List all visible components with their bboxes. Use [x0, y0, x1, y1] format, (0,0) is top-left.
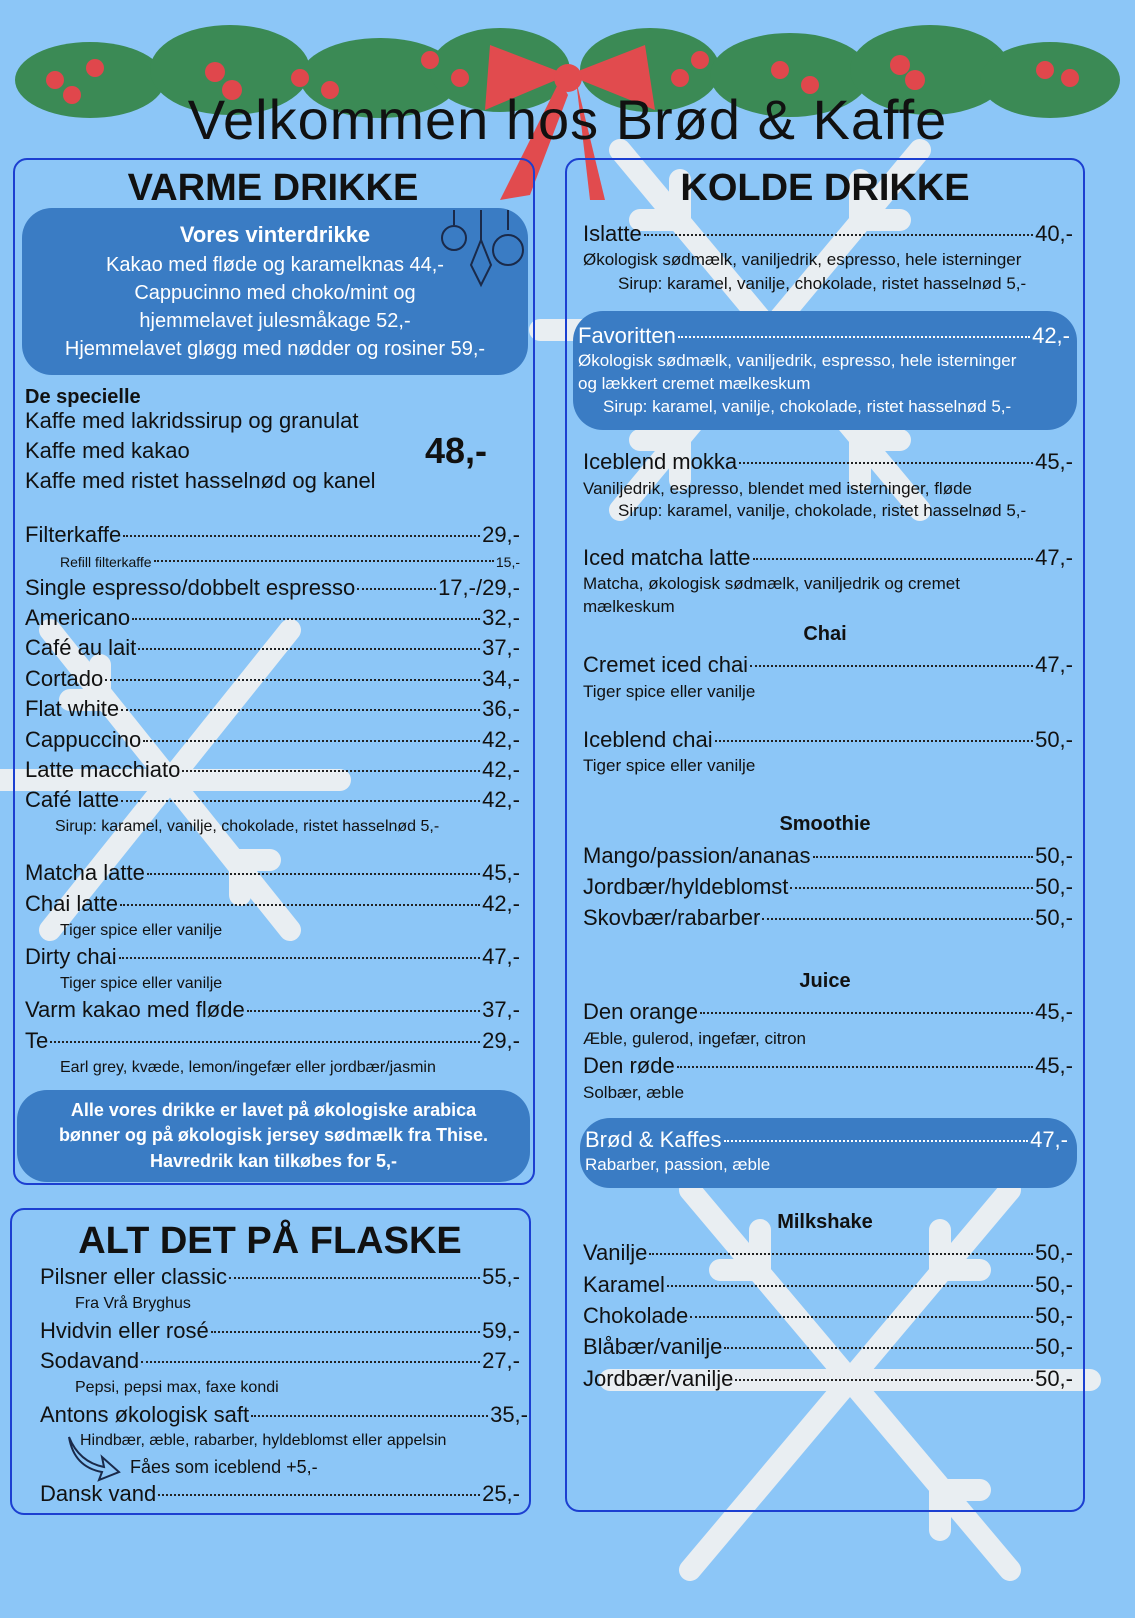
- menu-item-row: [585, 1127, 1068, 1153]
- item-price: 47,-: [1030, 1127, 1068, 1152]
- item-desc: Matcha, økologisk sødmælk, vaniljedrik og cremet: [583, 574, 960, 593]
- sirup-note: Sirup: karamel, vanilje, chokolade, ristet hasselnød 5,-: [55, 818, 440, 835]
- sirup-note: Sirup: karamel, vanilje, chokolade, ristet hasselnød 5,-: [603, 397, 1012, 416]
- item-name: Karamel: [583, 1272, 665, 1297]
- dotted-leader: [735, 1379, 1033, 1381]
- menu-item-row: [25, 727, 520, 753]
- item-name: Dirty chai: [25, 944, 117, 969]
- item-desc: Tiger spice eller vanilje: [583, 756, 756, 775]
- menu-item-row: [583, 874, 1073, 900]
- item-name: Flat white: [25, 696, 120, 721]
- item-price: 50,-: [1035, 874, 1073, 899]
- item-price: 37,-: [482, 997, 520, 1022]
- menu-item-row: [25, 891, 520, 917]
- dotted-leader: [753, 558, 1034, 560]
- item-desc: Æble, gulerod, ingefær, citron: [583, 1029, 807, 1048]
- section-heading: ALT DET PÅ FLASKE: [78, 1220, 462, 1262]
- item-price: 45,-: [1035, 449, 1073, 474]
- menu-item-row: [25, 860, 520, 886]
- item-desc: Earl grey, kvæde, lemon/ingefær eller jordbær/jasmin: [60, 1059, 436, 1076]
- menu-item-row: [578, 323, 1070, 349]
- item-name: Café au lait: [25, 635, 137, 660]
- specielle-price: 48,-: [425, 430, 488, 471]
- sirup-note: Sirup: karamel, vanilje, chokolade, ristet hasselnød 5,-: [618, 274, 1027, 293]
- info-line: Havredrik kan tilkøbes for 5,-: [149, 1151, 398, 1171]
- item-name: Antons økologisk saft: [40, 1402, 250, 1427]
- item-price: 50,-: [1035, 1366, 1073, 1391]
- section-heading: KOLDE DRIKKE: [680, 167, 970, 209]
- menu-item-row: [25, 944, 520, 970]
- item-price: 42,-: [482, 891, 520, 916]
- dotted-leader: [211, 1331, 480, 1333]
- item-name: Refill filterkaffe: [60, 554, 152, 570]
- menu-item-row: [583, 652, 1073, 678]
- item-desc: Tiger spice eller vanilje: [60, 922, 223, 939]
- item-name: Cappuccino: [25, 727, 142, 752]
- item-price: 40,-: [1035, 221, 1073, 246]
- item-price: 42,-: [482, 787, 520, 812]
- item-price: 50,-: [1035, 1303, 1073, 1328]
- dotted-leader: [690, 1316, 1033, 1318]
- item-price: 17,-/29,-: [438, 575, 520, 600]
- item-desc: Økologisk sødmælk, vaniljedrik, espresso, hele isterninger: [578, 351, 1017, 370]
- menu-item-row: [583, 999, 1073, 1025]
- vinter-line: Cappucinno med choko/mint og: [134, 282, 416, 304]
- category-heading: Juice: [799, 970, 851, 992]
- dotted-leader: [700, 1012, 1033, 1014]
- menu-item-row: [40, 1264, 520, 1290]
- item-name: Filterkaffe: [25, 522, 122, 547]
- item-price: 32,-: [482, 605, 520, 630]
- page-title: Velkommen hos Brød & Kaffe: [187, 88, 948, 151]
- vinter-line: hjemmelavet julesmåkage 52,-: [139, 310, 411, 332]
- item-name: Pilsner eller classic: [40, 1264, 228, 1289]
- menu-item-row: [25, 605, 520, 631]
- specielle-item: Kaffe med kakao: [25, 438, 190, 463]
- section-heading: VARME DRIKKE: [127, 167, 419, 209]
- item-desc: Solbær, æble: [583, 1083, 685, 1102]
- dotted-leader: [678, 336, 1030, 338]
- item-price: 50,-: [1035, 1334, 1073, 1359]
- menu-item-row: [583, 221, 1073, 247]
- category-heading: Milkshake: [777, 1211, 873, 1233]
- dotted-leader: [649, 1253, 1033, 1255]
- item-name: Den røde: [583, 1053, 675, 1078]
- item-name: Islatte: [583, 221, 642, 246]
- item-price: 47,-: [1035, 652, 1073, 677]
- item-price: 27,-: [482, 1348, 520, 1373]
- item-name: Brød & Kaffes: [585, 1127, 722, 1152]
- item-desc: mælkeskum: [583, 597, 675, 616]
- menu-item-row: [25, 522, 520, 548]
- menu-item-row: [25, 575, 520, 601]
- dotted-leader: [143, 740, 480, 742]
- item-price: 42,-: [1032, 323, 1070, 348]
- dotted-leader: [229, 1277, 480, 1279]
- item-price: 25,-: [482, 1481, 520, 1506]
- item-name: Te: [25, 1028, 49, 1053]
- vinter-heading: Vores vinterdrikke: [179, 222, 371, 247]
- item-price: 50,-: [1035, 727, 1073, 752]
- menu-item-row: [40, 1402, 528, 1428]
- dotted-leader: [132, 618, 480, 620]
- item-desc: og lækkert cremet mælkeskum: [578, 374, 811, 393]
- menu-item-row: [583, 1272, 1073, 1298]
- item-name: Varm kakao med fløde: [25, 997, 245, 1022]
- item-name: Blåbær/vanilje: [583, 1334, 723, 1359]
- item-price: 45,-: [1035, 999, 1073, 1024]
- dotted-leader: [120, 904, 480, 906]
- dotted-leader: [715, 740, 1033, 742]
- item-desc: Tiger spice eller vanilje: [60, 975, 223, 992]
- dotted-leader: [762, 918, 1033, 920]
- specielle-heading: De specielle: [25, 386, 141, 408]
- item-name: Cremet iced chai: [583, 652, 749, 677]
- category-heading: Smoothie: [779, 813, 871, 835]
- dotted-leader: [119, 957, 480, 959]
- dotted-leader: [247, 1010, 480, 1012]
- dotted-leader: [141, 1361, 480, 1363]
- item-name: Café latte: [25, 787, 120, 812]
- item-extra: Fåes som iceblend +5,-: [130, 1457, 318, 1477]
- menu-item-row: [25, 787, 520, 813]
- dotted-leader: [123, 535, 480, 537]
- dotted-leader: [50, 1041, 480, 1043]
- item-price: 36,-: [482, 696, 520, 721]
- item-price: 50,-: [1035, 843, 1073, 868]
- menu-item-row: [583, 1053, 1073, 1079]
- dotted-leader: [750, 665, 1033, 667]
- item-desc: Hindbær, æble, rabarber, hyldeblomst eller appelsin: [80, 1432, 447, 1449]
- dotted-leader: [667, 1285, 1033, 1287]
- item-price: 50,-: [1035, 1272, 1073, 1297]
- menu-item-row: [583, 1240, 1073, 1266]
- item-desc: Fra Vrå Bryghus: [75, 1295, 191, 1312]
- dotted-leader: [677, 1066, 1033, 1068]
- item-price: 37,-: [482, 635, 520, 660]
- dotted-leader: [739, 462, 1033, 464]
- dotted-leader: [724, 1140, 1029, 1142]
- item-price: 29,-: [482, 1028, 520, 1053]
- dotted-leader: [147, 873, 480, 875]
- menu-item-row: [25, 757, 520, 783]
- dotted-leader: [154, 560, 494, 562]
- vinter-line: Hjemmelavet gløgg med nødder og rosiner 59,-: [64, 338, 486, 360]
- item-name: Mango/passion/ananas: [583, 843, 811, 868]
- item-price: 15,-: [495, 554, 520, 570]
- item-name: Americano: [25, 605, 131, 630]
- item-name: Cortado: [25, 666, 104, 691]
- item-price: 47,-: [482, 944, 520, 969]
- menu-item-row: [40, 1318, 520, 1344]
- dotted-leader: [182, 770, 480, 772]
- dotted-leader: [357, 588, 436, 590]
- menu-item-row: [25, 1028, 520, 1054]
- item-price: 35,-: [490, 1402, 528, 1427]
- item-price: 34,-: [482, 666, 520, 691]
- item-price: 50,-: [1035, 905, 1073, 930]
- menu-item-row: [583, 843, 1073, 869]
- menu-item-row: [25, 696, 520, 722]
- info-line: Alle vores drikke er lavet på økologiske arabica: [70, 1100, 477, 1120]
- item-name: Latte macchiato: [25, 757, 181, 782]
- item-desc: Pepsi, pepsi max, faxe kondi: [75, 1379, 279, 1396]
- category-heading: Chai: [803, 623, 847, 645]
- item-name: Jordbær/vanilje: [583, 1366, 734, 1391]
- item-name: Vanilje: [583, 1240, 648, 1265]
- item-price: 59,-: [482, 1318, 520, 1343]
- dotted-leader: [790, 887, 1033, 889]
- item-price: 47,-: [1035, 545, 1073, 570]
- menu-item-row: [583, 727, 1073, 753]
- item-name: Hvidvin eller rosé: [40, 1318, 209, 1343]
- item-name: Iceblend chai: [583, 727, 713, 752]
- menu-item-row: [40, 1481, 520, 1507]
- item-name: Chai latte: [25, 891, 118, 916]
- item-name: Sodavand: [40, 1348, 140, 1373]
- menu-item-row: [583, 1366, 1073, 1392]
- menu-item-row: [583, 1334, 1073, 1360]
- dotted-leader: [105, 679, 480, 681]
- menu-item-row: [25, 635, 520, 661]
- item-name: Skovbær/rabarber: [583, 905, 761, 930]
- item-desc: Økologisk sødmælk, vaniljedrik, espresso, hele isterninger: [583, 250, 1022, 269]
- dotted-leader: [121, 709, 480, 711]
- item-name: Jordbær/hyldeblomst: [583, 874, 789, 899]
- item-price: 50,-: [1035, 1240, 1073, 1265]
- sirup-note: Sirup: karamel, vanilje, chokolade, ristet hasselnød 5,-: [618, 501, 1027, 520]
- menu-item-row: [25, 666, 520, 692]
- item-price: 45,-: [1035, 1053, 1073, 1078]
- item-name: Matcha latte: [25, 860, 145, 885]
- dotted-leader: [121, 800, 480, 802]
- item-name: Single espresso/dobbelt espresso: [25, 575, 356, 600]
- menu-item-row: [40, 1348, 520, 1374]
- menu-item-row: [583, 905, 1073, 931]
- specielle-item: Kaffe med lakridssirup og granulat: [25, 408, 359, 433]
- item-name: Dansk vand: [40, 1481, 157, 1506]
- item-price: 45,-: [482, 860, 520, 885]
- item-price: 55,-: [482, 1264, 520, 1289]
- dotted-leader: [813, 856, 1034, 858]
- dotted-leader: [644, 234, 1033, 236]
- item-price: 42,-: [482, 727, 520, 752]
- item-price: 29,-: [482, 522, 520, 547]
- dotted-leader: [724, 1347, 1033, 1349]
- item-desc: Vaniljedrik, espresso, blendet med isterninger, fløde: [583, 479, 972, 498]
- menu-item-row: [25, 997, 520, 1023]
- item-name: Den orange: [583, 999, 698, 1024]
- item-name: Chokolade: [583, 1303, 689, 1328]
- info-line: bønner og på økologisk jersey sødmælk fra Thise.: [58, 1125, 489, 1145]
- item-name: Favoritten: [578, 323, 676, 348]
- menu-item-row: [583, 1303, 1073, 1329]
- menu-item-row: [583, 449, 1073, 475]
- item-desc: Rabarber, passion, æble: [585, 1155, 771, 1174]
- item-name: Iceblend mokka: [583, 449, 738, 474]
- menu-item-row: [583, 545, 1073, 571]
- dotted-leader: [251, 1415, 488, 1417]
- specielle-item: Kaffe med ristet hasselnød og kanel: [25, 468, 376, 493]
- dotted-leader: [158, 1494, 480, 1496]
- vinter-line: Kakao med fløde og karamelknas 44,-: [106, 254, 444, 276]
- item-price: 42,-: [482, 757, 520, 782]
- menu-item-row: [60, 553, 520, 571]
- item-desc: Tiger spice eller vanilje: [583, 682, 756, 701]
- dotted-leader: [138, 648, 480, 650]
- item-name: Iced matcha latte: [583, 545, 751, 570]
